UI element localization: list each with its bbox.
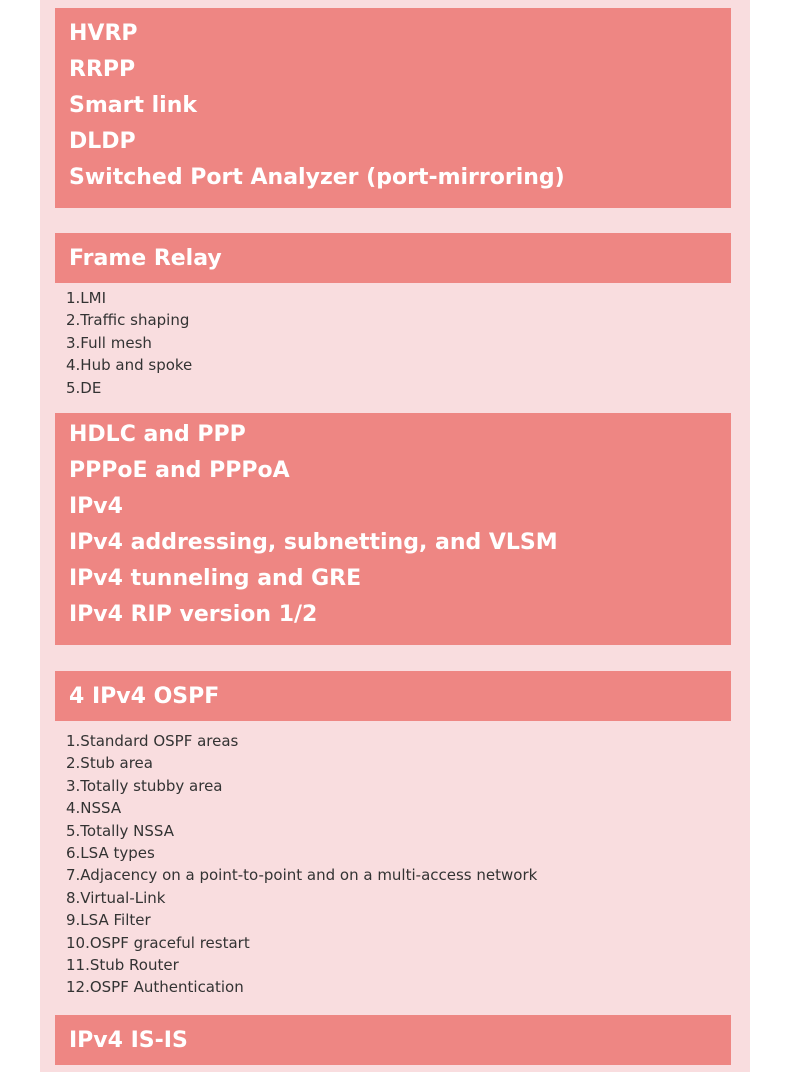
list-item: 5.Totally NSSA <box>66 821 174 840</box>
list-item: 2.Stub area <box>66 754 153 773</box>
list-item: 11.Stub Router <box>66 955 179 974</box>
topic-ipv4-tunneling: IPv4 tunneling and GRE <box>69 566 362 591</box>
list-item: 4.NSSA <box>66 799 122 818</box>
list-item: 4.Hub and spoke <box>66 356 193 375</box>
section-header-frame-relay <box>55 233 731 283</box>
topic-smart-link: Smart link <box>69 93 198 118</box>
section-header-ospf <box>55 671 731 721</box>
list-item: 5.DE <box>66 378 102 397</box>
ospf-title: 4 IPv4 OSPF <box>69 684 220 709</box>
page-background <box>40 0 750 1072</box>
list-item: 8.Virtual-Link <box>66 888 166 907</box>
list-item: 3.Totally stubby area <box>66 776 223 795</box>
section-header-isis <box>55 1015 731 1065</box>
list-item: 9.LSA Filter <box>66 911 151 930</box>
topic-pppoe-pppoa: PPPoE and PPPoA <box>69 458 290 483</box>
topic-rrpp: RRPP <box>69 57 136 82</box>
frame-relay-title: Frame Relay <box>69 246 222 271</box>
list-item: 7.Adjacency on a point-to-point and on a multi-access network <box>66 866 538 885</box>
list-item: 1.LMI <box>66 289 107 307</box>
topic-dldp: DLDP <box>69 129 136 154</box>
list-item: 6.LSA types <box>66 843 155 862</box>
list-item: 10.OSPF graceful restart <box>66 933 250 952</box>
topic-hdlc-ppp: HDLC and PPP <box>69 422 246 447</box>
topic-ipv4: IPv4 <box>69 494 123 519</box>
list-item: 3.Full mesh <box>66 333 152 352</box>
topic-block-2 <box>55 413 731 645</box>
topic-ipv4-addressing: IPv4 addressing, subnetting, and VLSM <box>69 530 558 555</box>
list-item: 2.Traffic shaping <box>66 311 190 330</box>
isis-title: IPv4 IS-IS <box>69 1028 188 1053</box>
topic-block-1 <box>55 8 731 208</box>
topic-span: Switched Port Analyzer (port-mirroring) <box>69 165 565 190</box>
topic-ipv4-rip: IPv4 RIP version 1/2 <box>69 602 318 627</box>
frame-relay-list <box>66 287 192 399</box>
list-item: 12.OSPF Authentication <box>66 978 244 997</box>
ospf-list <box>66 730 537 999</box>
list-item: 1.Standard OSPF areas <box>66 732 239 750</box>
topic-hvrp: HVRP <box>69 21 138 46</box>
